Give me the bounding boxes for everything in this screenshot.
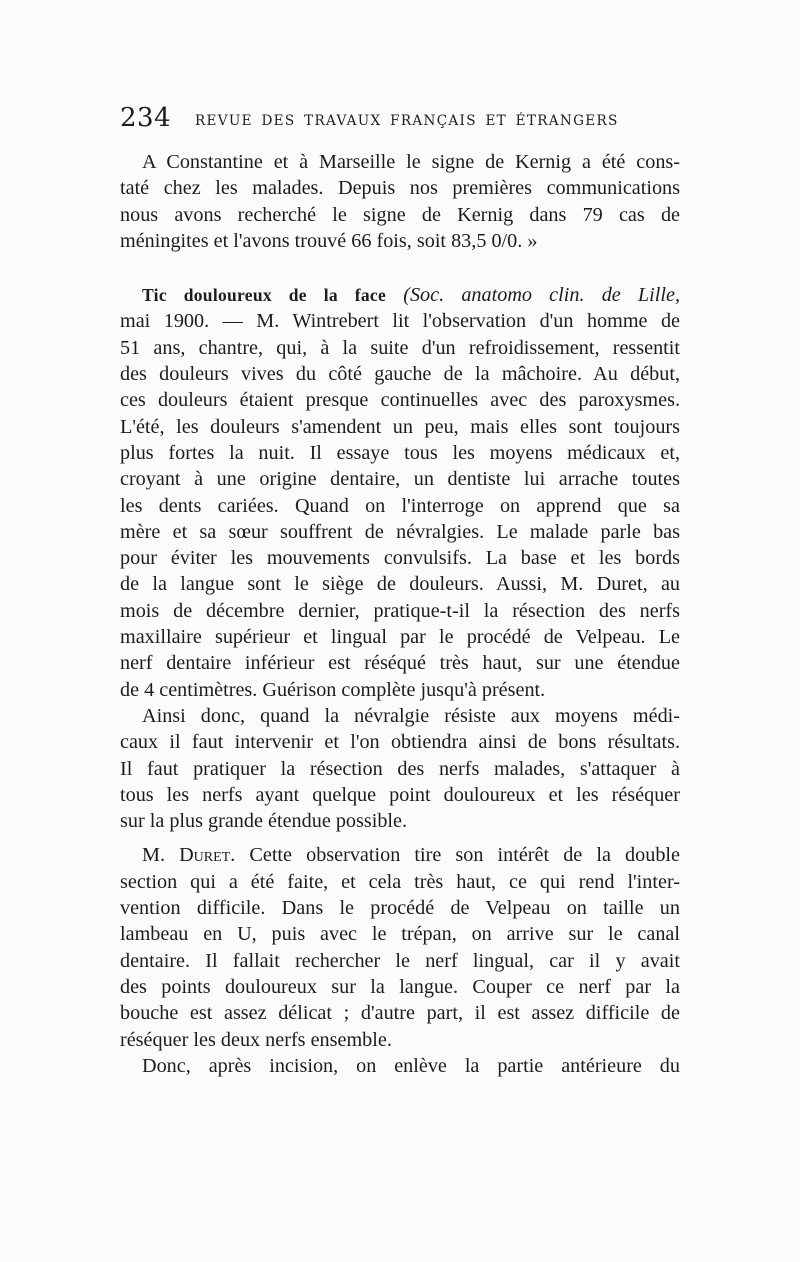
page-number: 234 xyxy=(120,103,172,133)
text-line: taté chez les malades. Depuis nos premières communications xyxy=(120,177,680,200)
text-line: les dents cariées. Quand on l'interroge on apprend que sa xyxy=(120,494,680,517)
body-text xyxy=(120,149,680,1079)
text-line: vention difficile. Dans le procédé de Velpeau on taille un xyxy=(120,897,680,920)
text-line: dentaire. Il fallait rechercher le nerf lingual, car il y avait xyxy=(120,949,680,972)
text-line: section qui a été faite, et cela très haut, ce qui rend l'inter- xyxy=(120,870,680,893)
article-tic-douloureux xyxy=(120,282,680,703)
article-heading-line xyxy=(120,282,680,308)
text-line: méningites et l'avons trouvé 66 fois, soit 83,5 0/0. » xyxy=(120,229,538,252)
speaker-name: M. Duret. xyxy=(142,844,236,867)
paragraph-gap xyxy=(120,834,680,842)
text-line: bouche est assez délicat ; d'autre part, il est assez difficile de xyxy=(120,1002,680,1025)
paragraph-duret xyxy=(120,842,680,1052)
text-line: mois de décembre dernier, pratique-t-il la résection des nerfs xyxy=(120,599,680,622)
article-source: (Soc. anatomo clin. de Lille, xyxy=(403,284,680,307)
text-line: ces douleurs étaient presque continuelles avec des paroxysmes. xyxy=(120,389,680,412)
text-line: maxillaire supérieur et lingual par le procédé de Velpeau. Le xyxy=(120,626,680,649)
text-line: croyant à une origine dentaire, un dentiste lui arrache toutes xyxy=(120,468,680,491)
text-line: de 4 centimètres. Guérison complète jusqu'à présent. xyxy=(120,678,546,701)
text-line: A Constantine et à Marseille le signe de Kernig a été cons- xyxy=(142,151,680,173)
text-line: 51 ans, chantre, qui, à la suite d'un refroidissement, ressentit xyxy=(120,336,680,359)
page-header xyxy=(120,103,680,143)
text-line: pour éviter les mouvements convulsifs. La base et les bords xyxy=(120,547,680,570)
text-line: plus fortes la nuit. Il essaye tous les moyens médicaux et, xyxy=(120,441,680,464)
text-line: tous les nerfs ayant quelque point douloureux et les réséquer xyxy=(120,783,680,806)
text-line: de la langue sont le siège de douleurs. Aussi, M. Duret, au xyxy=(120,573,680,596)
text-line: sur la plus grande étendue possible. xyxy=(120,810,408,833)
text-fragment: Cette observation tire son intérêt de la double xyxy=(249,844,680,867)
text-line: L'été, les douleurs s'amendent un peu, mais elles sont toujours xyxy=(120,415,680,438)
text-line: lambeau en U, puis avec le trépan, on arrive sur le canal xyxy=(120,923,680,946)
text-line: Ainsi donc, quand la névralgie résiste aux moyens médi- xyxy=(142,704,680,727)
paragraph-continuation xyxy=(120,1053,680,1079)
article-title: Tic douloureux de la face xyxy=(142,285,387,306)
paragraph-kernig xyxy=(120,149,680,254)
text-line: nerf dentaire inférieur est réséqué très haut, sur une étendue xyxy=(120,652,680,675)
text-line: mai 1900. — M. Wintrebert lit l'observation d'un homme de xyxy=(120,310,680,333)
text-line: des points douloureux sur la langue. Couper ce nerf par la xyxy=(120,975,680,998)
text-line: caux il faut intervenir et l'on obtiendra ainsi de bons résultats. xyxy=(120,731,680,754)
text-line: des douleurs vives du côté gauche de la mâchoire. Au début, xyxy=(120,363,680,386)
text-line: mère et sa sœur souffrent de névralgies. Le malade parle bas xyxy=(120,520,680,543)
running-title: REVUE DES TRAVAUX FRANÇAIS ET ÉTRANGERS xyxy=(195,113,619,129)
text-line: nous avons recherché le signe de Kernig dans 79 cas de xyxy=(120,203,680,226)
text-line: réséquer les deux nerfs ensemble. xyxy=(120,1028,392,1051)
paragraph-conclusion xyxy=(120,703,680,834)
text-line: Il faut pratiquer la résection des nerfs malades, s'attaquer à xyxy=(120,757,680,780)
speaker-line xyxy=(120,842,680,868)
text-line: Donc, après incision, on enlève la partie antérieure du xyxy=(142,1054,680,1077)
paragraph-gap xyxy=(120,254,680,282)
